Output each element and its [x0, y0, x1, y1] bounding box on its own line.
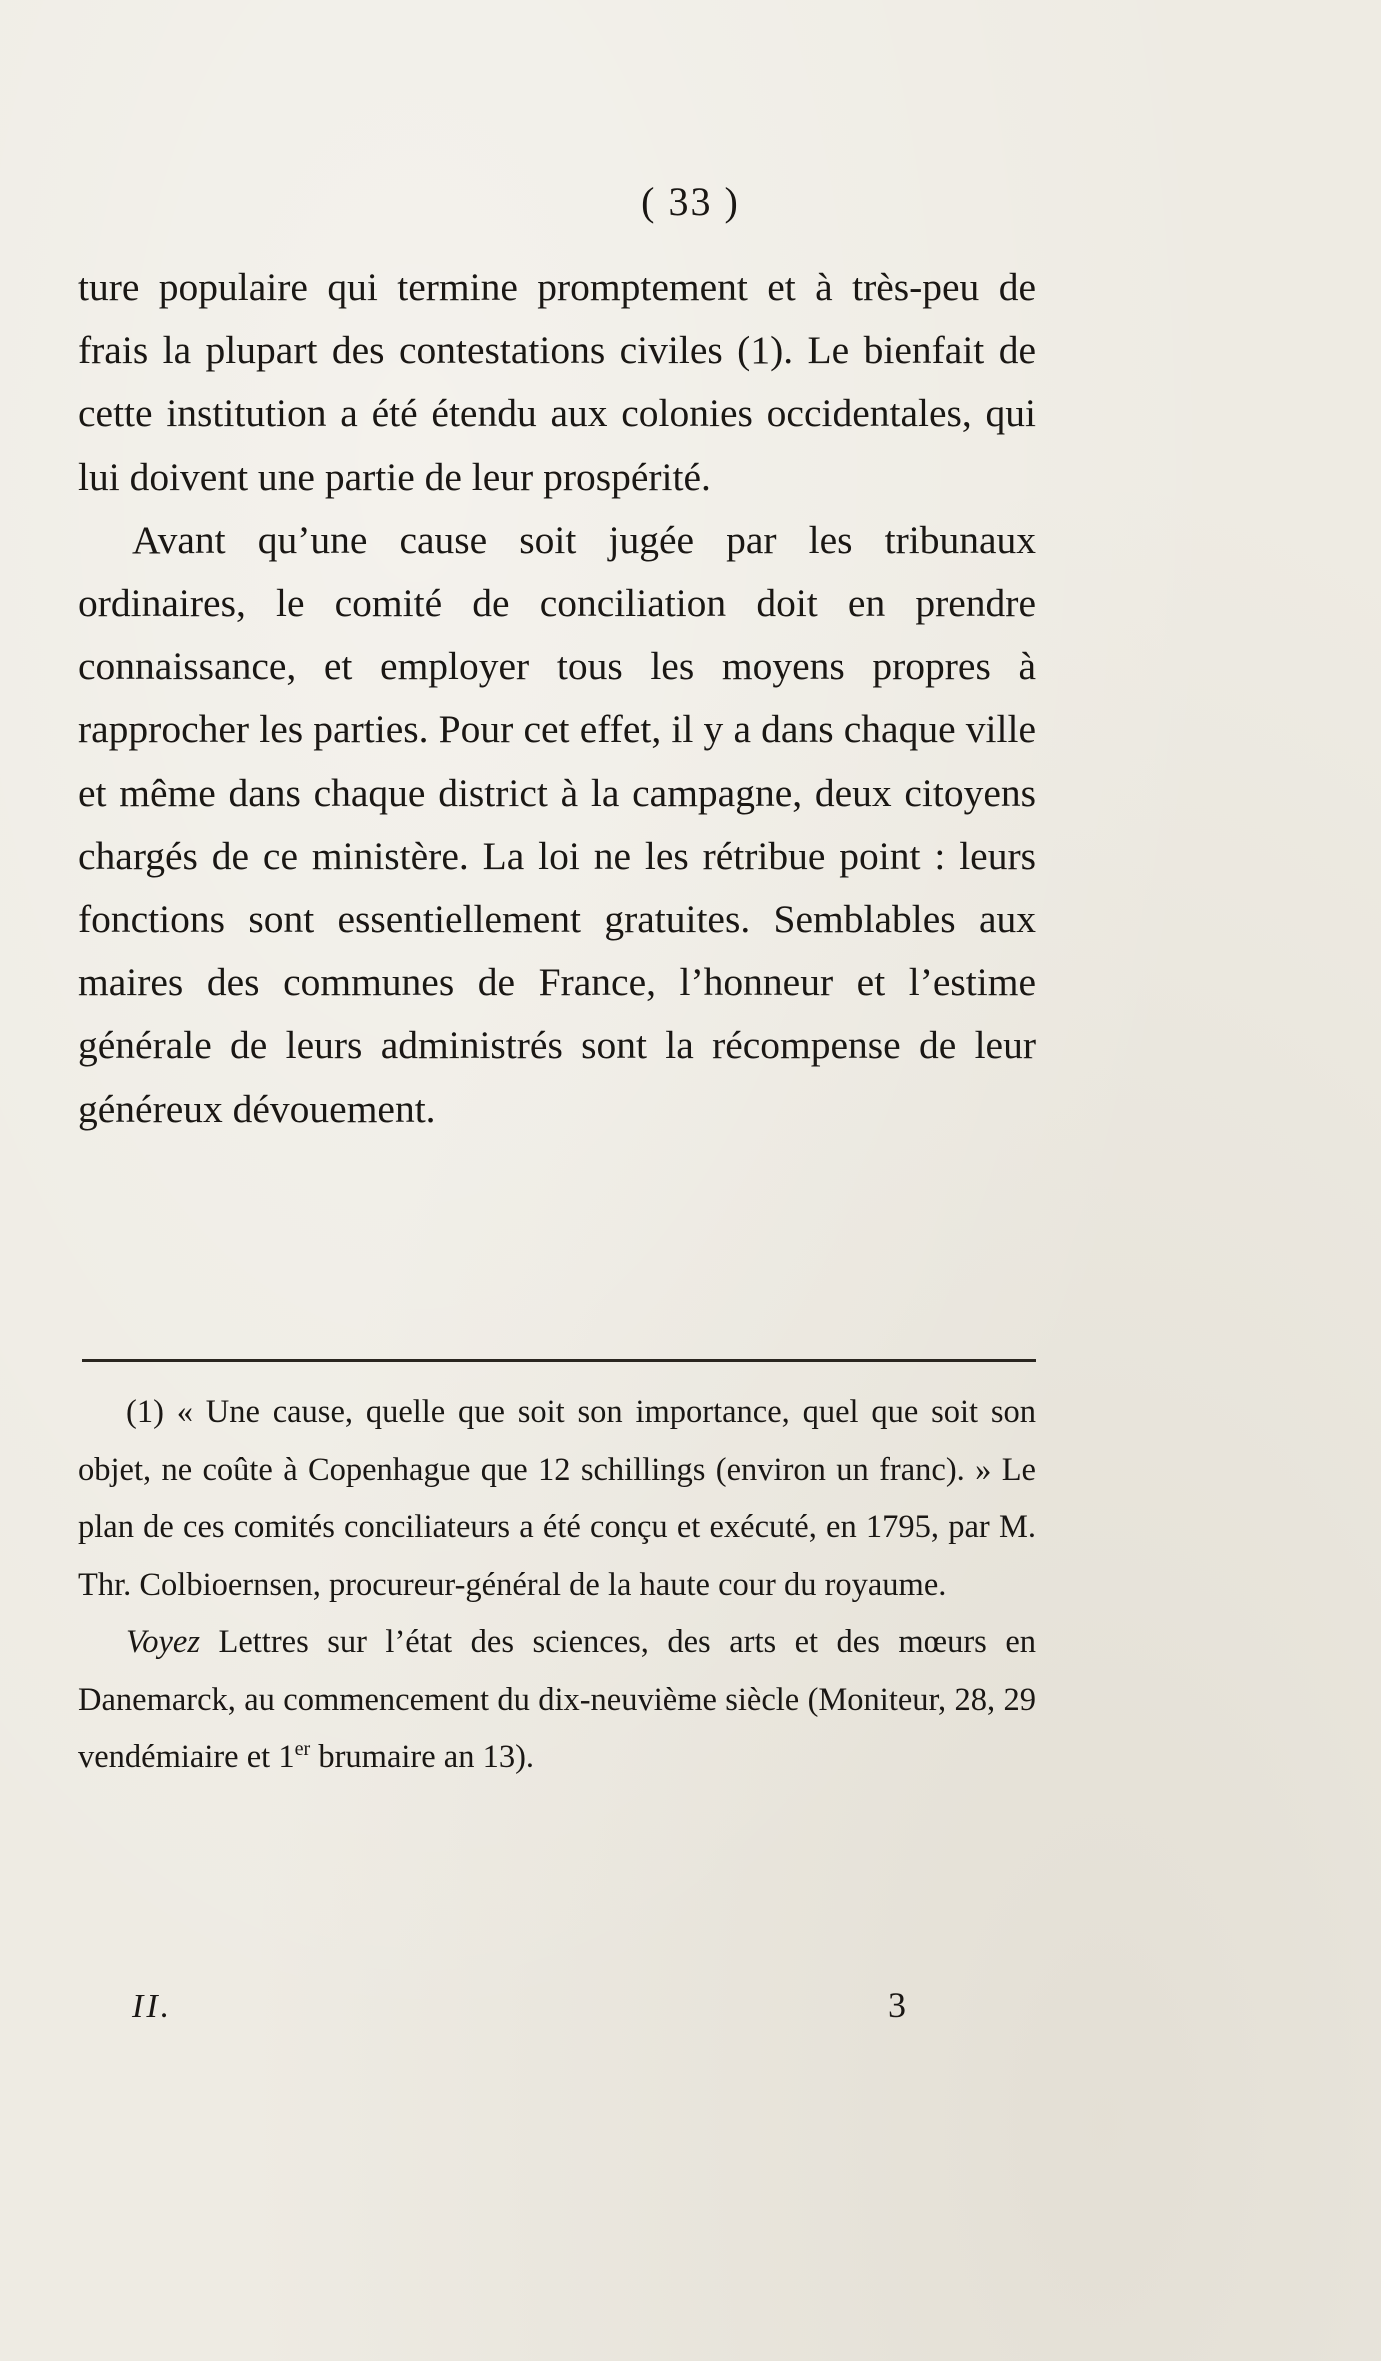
- footnote-reference-text: Lettres sur l’état des sciences, des arts et des mœurs en Danemarck, au commencement du dix-neuvième siècle (Moniteur, 28, 29 vendémiaire et 1: [78, 1624, 1036, 1775]
- footnote-1: (1) « Une cause, quelle que soit son importance, quel que soit son objet, ne coûte à Copenhague que 12 schillings (environ un franc). » Le plan de ces comités conciliateurs a été conçu et exécuté, en 1795, par M. Thr. Colbioernsen, procureur-général de la haute cour du royaume.: [78, 1394, 1036, 1603]
- signature-number: 3: [888, 1985, 906, 2025]
- paragraph-continuation: ture populaire qui termine promptement et à très-peu de frais la plupart des contestations civiles (1). Le bienfait de cette institution a été étendu aux colonies occidentales, qui lui doivent une partie de leur prospérité.: [78, 265, 1036, 499]
- signature-mark: II.: [132, 1988, 173, 2025]
- footnote-block: [78, 1384, 1036, 1787]
- footnote-reference: [78, 1614, 1036, 1787]
- footnote-superscript: er: [294, 1738, 311, 1761]
- footnote-rule: [82, 1359, 1036, 1362]
- page-number: ( 33 ): [641, 179, 740, 224]
- footnote-voyez: Voyez: [126, 1624, 200, 1660]
- main-text: [78, 256, 1036, 1141]
- footnote-reference-end: brumaire an 13).: [310, 1739, 535, 1775]
- paragraph-conciliation-committee: Avant qu’une cause soit jugée par les tribunaux ordinaires, le comité de conciliation doit en prendre connaissance, et employer tous les moyens propres à rapprocher les parties. Pour cet effet, il y a dans chaque ville et même dans chaque district à la campagne, deux citoyens chargés de ce ministère. La loi ne les rétribue point : leurs fonctions sont essentiellement gratuites. Semblables aux maires des communes de France, l’honneur et l’estime générale de leurs administrés sont la récompense de leur généreux dévouement.: [78, 517, 1036, 1131]
